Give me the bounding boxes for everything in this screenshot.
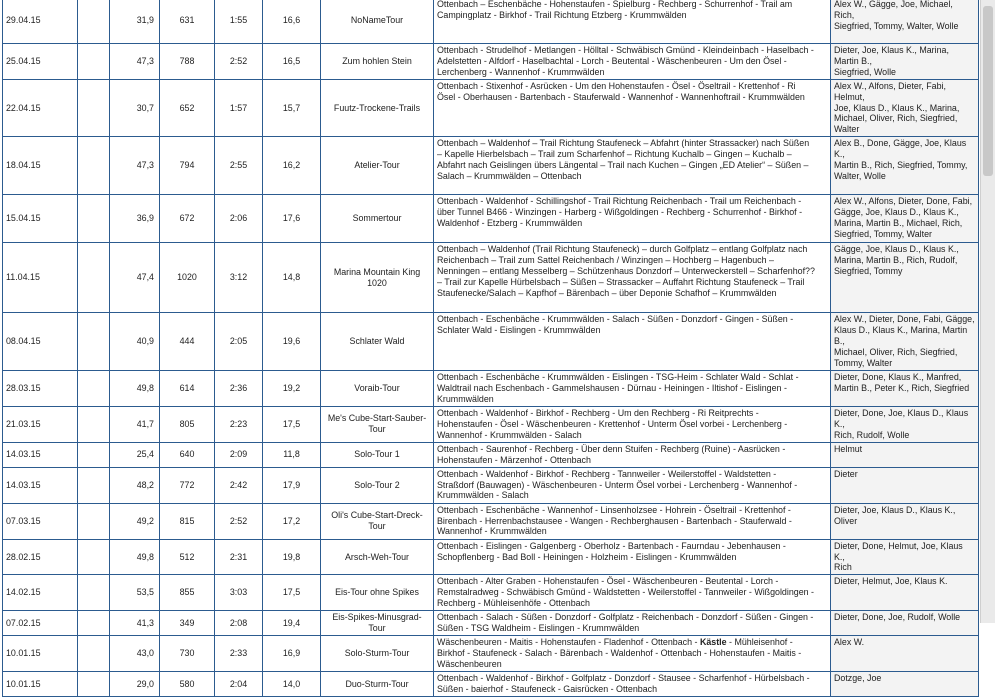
duration-cell: 2:42	[215, 467, 263, 503]
duration-cell: 2:55	[215, 137, 263, 195]
tour-name-cell: Voraib-Tour	[321, 370, 434, 406]
route-cell: Ottenbach - Salach - Süßen - Donzdorf - Golfplatz - Reichenbach - Donzdorf - Süßen - Gingen - Süßen - TSG Waldheim - Eislingen - Krummwälden	[434, 611, 831, 636]
tour-name-cell: Marina Mountain King 1020	[321, 243, 434, 313]
route-cell: Ottenbach - Stixenhof - Asrücken - Um den Hohenstaufen - Ösel - Öseltrail - Krettenhof - Ri Ösel - Oberhausen - Bartenbach - Stauferwald - Wannenhof - Wannenhoftrail - Krummwälden	[434, 79, 831, 137]
distance-cell: 53,5	[110, 575, 160, 611]
elevation-cell: 349	[160, 611, 215, 636]
duration-cell: 1:57	[215, 79, 263, 137]
speed-cell: 14,8	[263, 243, 321, 313]
elevation-cell: 815	[160, 503, 215, 539]
tour-name-cell: Solo-Tour 2	[321, 467, 434, 503]
participants-cell: Gägge, Joe, Klaus D., Klaus K., Marina, Martin B., Rich, Rudolf, Siegfried, Tommy	[831, 243, 979, 313]
empty-cell	[78, 137, 110, 195]
speed-cell: 16,6	[263, 0, 321, 44]
elevation-cell: 631	[160, 0, 215, 44]
table-row	[3, 672, 979, 697]
distance-cell: 36,9	[110, 195, 160, 243]
table-row	[3, 467, 979, 503]
date-cell: 18.04.15	[3, 137, 78, 195]
date-cell: 22.04.15	[3, 79, 78, 137]
elevation-cell: 614	[160, 370, 215, 406]
duration-cell: 2:52	[215, 44, 263, 80]
elevation-cell: 772	[160, 467, 215, 503]
distance-cell: 30,7	[110, 79, 160, 137]
tour-table-body	[3, 0, 979, 696]
route-cell: Ottenbach - Waldenhof - Birkhof - Rechberg - Tannweiler - Weilerstoffel - Waldstetten - Straßdorf (Bauwagen) - Wäschenbeuren - Unterm Ösel vorbei - Lerchenberg - Wannenhof - Krummwälden - Salach	[434, 467, 831, 503]
tour-name-cell: Atelier-Tour	[321, 137, 434, 195]
tour-name-cell: Solo-Sturm-Tour	[321, 636, 434, 672]
tour-table	[2, 0, 979, 697]
route-cell: Ottenbach – Eschenbäche - Hohenstaufen - Spielburg - Rechberg - Schurrenhof - Trail am Campingplatz - Birkhof - Trail Richtung Etzberg - Krummwälden	[434, 0, 831, 44]
distance-cell: 40,9	[110, 313, 160, 371]
participants-cell: Dieter, Done, Joe, Rudolf, Wolle	[831, 611, 979, 636]
table-row	[3, 611, 979, 636]
duration-cell: 2:23	[215, 406, 263, 442]
table-row	[3, 313, 979, 371]
duration-cell: 2:33	[215, 636, 263, 672]
speed-cell: 17,5	[263, 406, 321, 442]
tour-name-cell: Fuutz-Trockene-Trails	[321, 79, 434, 137]
participants-cell: Dieter, Done, Joe, Klaus D., Klaus K., Rich, Rudolf, Wolle	[831, 406, 979, 442]
distance-cell: 49,8	[110, 539, 160, 575]
participants-cell: Alex W., Alfons, Dieter, Done, Fabi, Gägge, Joe, Klaus D., Klaus K., Marina, Martin B., Michael, Rich, Siegfried, Tommy, Walter	[831, 195, 979, 243]
speed-cell: 17,6	[263, 195, 321, 243]
date-cell: 15.04.15	[3, 195, 78, 243]
tour-name-cell: NoNameTour	[321, 0, 434, 44]
distance-cell: 29,0	[110, 672, 160, 697]
empty-cell	[78, 243, 110, 313]
duration-cell: 2:52	[215, 503, 263, 539]
elevation-cell: 788	[160, 44, 215, 80]
tour-table-wrapper	[2, 0, 978, 697]
empty-cell	[78, 672, 110, 697]
date-cell: 07.02.15	[3, 611, 78, 636]
tour-name-cell: Oli's Cube-Start-Dreck- Tour	[321, 503, 434, 539]
elevation-cell: 855	[160, 575, 215, 611]
distance-cell: 48,2	[110, 467, 160, 503]
table-row	[3, 539, 979, 575]
tour-name-cell: Schlater Wald	[321, 313, 434, 371]
route-cell: Ottenbach - Alter Graben - Hohenstaufen - Ösel - Wäschenbeuren - Beutental - Lorch - Remstalradweg - Schwäbisch Gmünd - Waldstetten - Weilerstoffel - Tannweiler - Wißgoldingen - Rechberg - Mühleisenhöfe - Ottenbach	[434, 575, 831, 611]
route-cell	[434, 636, 831, 672]
table-row	[3, 137, 979, 195]
speed-cell: 17,9	[263, 467, 321, 503]
speed-cell: 19,4	[263, 611, 321, 636]
elevation-cell: 672	[160, 195, 215, 243]
route-cell: Ottenbach – Waldenhof – Trail Richtung Staufeneck – Abfahrt (hinter Strassacker) nach Süßen – Kapelle Hierbelsbach – Trail zum Scharfenhof – Richtung Kuchalb – Gingen – Kuchalb – Abfahrt nach Geislingen übers Längental – Trail nach Kuchen – Gingen „ED Atelier“ – Süßen – Salach – Krummwälden – Ottenbach	[434, 137, 831, 195]
duration-cell: 2:05	[215, 313, 263, 371]
empty-cell	[78, 636, 110, 672]
date-cell: 28.03.15	[3, 370, 78, 406]
empty-cell	[78, 313, 110, 371]
tour-name-cell: Eis-Spikes-Minusgrad- Tour	[321, 611, 434, 636]
scrollbar-thumb[interactable]	[983, 6, 993, 176]
participants-cell: Dieter, Joe, Klaus D., Klaus K., Oliver	[831, 503, 979, 539]
table-row	[3, 243, 979, 313]
empty-cell	[78, 79, 110, 137]
participants-cell: Dieter	[831, 467, 979, 503]
route-cell: Ottenbach - Eschenbäche - Krummwälden - Salach - Süßen - Donzdorf - Gingen - Süßen - Schlater Wald - Eislingen - Krummwälden	[434, 313, 831, 371]
distance-cell: 47,3	[110, 44, 160, 80]
date-cell: 28.02.15	[3, 539, 78, 575]
date-cell: 14.02.15	[3, 575, 78, 611]
participants-cell: Helmut	[831, 442, 979, 467]
distance-cell: 41,7	[110, 406, 160, 442]
table-row	[3, 636, 979, 672]
distance-cell: 47,4	[110, 243, 160, 313]
distance-cell: 49,8	[110, 370, 160, 406]
table-row	[3, 575, 979, 611]
speed-cell: 16,5	[263, 44, 321, 80]
speed-cell: 17,2	[263, 503, 321, 539]
speed-cell: 19,2	[263, 370, 321, 406]
duration-cell: 2:08	[215, 611, 263, 636]
tour-name-cell: Duo-Sturm-Tour	[321, 672, 434, 697]
duration-cell: 2:06	[215, 195, 263, 243]
elevation-cell: 805	[160, 406, 215, 442]
empty-cell	[78, 539, 110, 575]
participants-cell: Alex W., Alfons, Dieter, Fabi, Helmut, Joe, Klaus D., Klaus K., Marina, Michael, Oliver, Rich, Siegfried, Walter	[831, 79, 979, 137]
participants-cell: Alex B., Done, Gägge, Joe, Klaus K., Martin B., Rich, Siegfried, Tommy, Walter, Wolle	[831, 137, 979, 195]
date-cell: 21.03.15	[3, 406, 78, 442]
date-cell: 10.01.15	[3, 636, 78, 672]
route-cell: Ottenbach - Eschenbäche - Wannenhof - Linsenholzsee - Hohrein - Öseltrail - Krettenhof - Birenbach - Herrenbachstausee - Wangen - Rechberghausen - Bartenbach - Stauferwald - Wannenhof - Krummwälden	[434, 503, 831, 539]
speed-cell: 16,9	[263, 636, 321, 672]
speed-cell: 16,2	[263, 137, 321, 195]
date-cell: 10.01.15	[3, 672, 78, 697]
route-text: Wäschenbeuren - Maitis - Hohenstaufen - Fladenhof - Ottenbach -	[437, 637, 700, 648]
participants-cell: Alex W.	[831, 636, 979, 672]
distance-cell: 47,3	[110, 137, 160, 195]
table-row	[3, 44, 979, 80]
empty-cell	[78, 44, 110, 80]
elevation-cell: 652	[160, 79, 215, 137]
participants-cell: Dieter, Joe, Klaus K., Marina, Martin B., Siegfried, Wolle	[831, 44, 979, 80]
speed-cell: 11,8	[263, 442, 321, 467]
speed-cell: 17,5	[263, 575, 321, 611]
route-cell: Ottenbach - Waldenhof - Birkhof - Golfplatz - Donzdorf - Stausee - Scharfenhof - Hürbelsbach - Süßen - baierhof - Staufeneck - Gaisrücken - Ottenbach	[434, 672, 831, 697]
duration-cell: 2:31	[215, 539, 263, 575]
participants-cell: Dotzge, Joe	[831, 672, 979, 697]
vertical-scrollbar[interactable]	[980, 0, 995, 623]
date-cell: 14.03.15	[3, 442, 78, 467]
elevation-cell: 730	[160, 636, 215, 672]
participants-cell: Alex W., Dieter, Done, Fabi, Gägge, Klaus D., Klaus K., Marina, Martin B., Michael, Oliver, Rich, Siegfried, Tommy, Walter	[831, 313, 979, 371]
tour-name-cell: Solo-Tour 1	[321, 442, 434, 467]
distance-cell: 41,3	[110, 611, 160, 636]
speed-cell: 15,7	[263, 79, 321, 137]
distance-cell: 43,0	[110, 636, 160, 672]
distance-cell: 25,4	[110, 442, 160, 467]
speed-cell: 19,8	[263, 539, 321, 575]
participants-cell: Alex W., Gägge, Joe, Michael, Rich, Siegfried, Tommy, Walter, Wolle	[831, 0, 979, 44]
table-row	[3, 370, 979, 406]
route-cell: Ottenbach - Strudelhof - Metlangen - Hölltal - Schwäbisch Gmünd - Kleindeinbach - Haselbach - Adelstetten - Alfdorf - Haselbachtal - Lorch - Beutental - Wäschenbeuren - Um den Ösel - Lerchenberg - Wannenhof - Krummwälden	[434, 44, 831, 80]
date-cell: 25.04.15	[3, 44, 78, 80]
elevation-cell: 512	[160, 539, 215, 575]
duration-cell: 2:09	[215, 442, 263, 467]
empty-cell	[78, 575, 110, 611]
tour-name-cell: Eis-Tour ohne Spikes	[321, 575, 434, 611]
tour-name-cell: Sommertour	[321, 195, 434, 243]
route-cell: Ottenbach - Waldenhof - Birkhof - Rechberg - Um den Rechberg - Ri Reitprechts - Hohenstaufen - Ösel - Wäschenbeuren - Krettenhof - Unterm Ösel vorbei - Lerchenberg - Wannenhof - Krummwälden - Salach	[434, 406, 831, 442]
duration-cell: 1:55	[215, 0, 263, 44]
empty-cell	[78, 0, 110, 44]
date-cell: 08.04.15	[3, 313, 78, 371]
duration-cell: 2:04	[215, 672, 263, 697]
table-row	[3, 503, 979, 539]
route-cell: Ottenbach - Waldenhof - Schillingshof - Trail Richtung Reichenbach - Trail um Reichenbach - über Tunnel B466 - Winzingen - Harberg - Wißgoldingen - Rechberg - Schurrenhof - Birkhof - Waldenhof - Etzberg - Krummwälden	[434, 195, 831, 243]
speed-cell: 14,0	[263, 672, 321, 697]
table-row	[3, 195, 979, 243]
route-cell: Ottenbach - Saurenhof - Rechberg - Über denn Stuifen - Rechberg (Ruine) - Aasrücken - Hohenstaufen - Märzenhof - Ottenbach	[434, 442, 831, 467]
tour-name-cell: Zum hohlen Stein	[321, 44, 434, 80]
participants-cell: Dieter, Done, Helmut, Joe, Klaus K., Rich	[831, 539, 979, 575]
speed-cell: 19,6	[263, 313, 321, 371]
elevation-cell: 640	[160, 442, 215, 467]
table-row	[3, 79, 979, 137]
participants-cell: Dieter, Done, Klaus K., Manfred, Martin B., Peter K., Rich, Siegfried	[831, 370, 979, 406]
route-cell: Ottenbach - Eschenbäche - Krummwälden - Eislingen - TSG-Heim - Schlater Wald - Schlat - Waldtrail nach Eschenbach - Gammelshausen - Dürnau - Heiningen - Iltishof - Eislingen - Krummwälden	[434, 370, 831, 406]
table-row	[3, 406, 979, 442]
table-row	[3, 0, 979, 44]
empty-cell	[78, 503, 110, 539]
duration-cell: 2:36	[215, 370, 263, 406]
route-highlight: Kästle	[699, 637, 727, 648]
table-row	[3, 442, 979, 467]
tour-name-cell: Me's Cube-Start-Sauber- Tour	[321, 406, 434, 442]
date-cell: 07.03.15	[3, 503, 78, 539]
distance-cell: 31,9	[110, 0, 160, 44]
empty-cell	[78, 611, 110, 636]
empty-cell	[78, 195, 110, 243]
duration-cell: 3:03	[215, 575, 263, 611]
elevation-cell: 444	[160, 313, 215, 371]
duration-cell: 3:12	[215, 243, 263, 313]
route-cell: Ottenbach - Eislingen - Galgenberg - Oberholz - Bartenbach - Faurndau - Jebenhausen - Schopflenberg - Bad Boll - Heiningen - Holzheim - Eislingen - Krummwälden	[434, 539, 831, 575]
elevation-cell: 580	[160, 672, 215, 697]
distance-cell: 49,2	[110, 503, 160, 539]
empty-cell	[78, 370, 110, 406]
route-cell: Ottenbach – Waldenhof (Trail Richtung Staufeneck) – durch Golfplatz – entlang Golfplatz nach Reichenbach – Trail zum Sattel Reichenbach / Winzingen – Hochberg – Hagenbuch – Nenningen – entlang Messelberg – Schützenhaus Donzdorf – Unterweckerstell – Scharfenhof?? – Trail zur Kapelle Hürbelsbach – Süßen – Strassacker – Auffahrt Richtung Staufeneck – Trail Staufenecke/Salach – Kapfhof – Bärenbach – über Deponie Schafhof – Krummwälden	[434, 243, 831, 313]
empty-cell	[78, 467, 110, 503]
tour-name-cell: Arsch-Weh-Tour	[321, 539, 434, 575]
date-cell: 29.04.15	[3, 0, 78, 44]
elevation-cell: 794	[160, 137, 215, 195]
empty-cell	[78, 442, 110, 467]
empty-cell	[78, 406, 110, 442]
date-cell: 11.04.15	[3, 243, 78, 313]
elevation-cell: 1020	[160, 243, 215, 313]
date-cell: 14.03.15	[3, 467, 78, 503]
participants-cell: Dieter, Helmut, Joe, Klaus K.	[831, 575, 979, 611]
route-text: - Mühleisenhof - Birkhof - Staufeneck - Salach - Bärenbach - Waldenhof - Ottenbach - Hohenstaufen - Maitis - Wäschenbeuren	[437, 637, 802, 669]
